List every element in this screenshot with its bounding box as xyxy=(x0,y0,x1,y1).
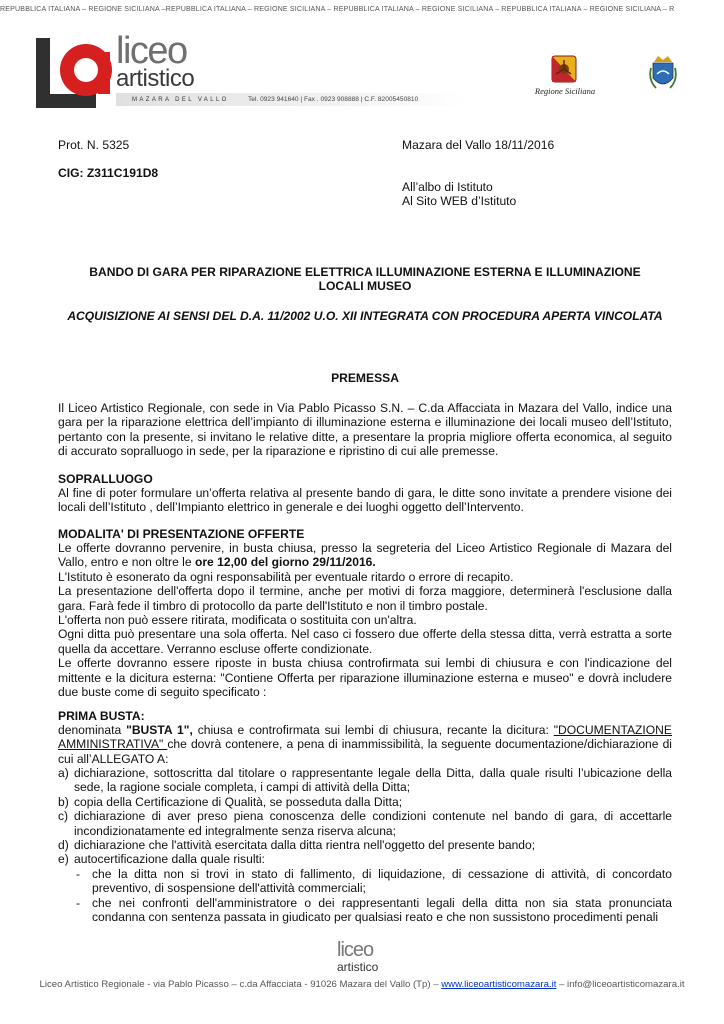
sub-list-item: - che la ditta non si trovi in stato di fallimento, di liquidazione, di cessazione di attività, di concordato preventivo, di sospensione dell'attività commerciali; xyxy=(76,866,672,896)
document-title xyxy=(58,265,672,294)
mazara-coat-of-arms-icon xyxy=(648,54,678,94)
title-line-2: LOCALI MUSEO xyxy=(318,279,412,294)
premessa-heading: PREMESSA xyxy=(331,371,399,385)
footer-logo-liceo: liceo xyxy=(337,939,374,961)
modalita-line: Le offerte dovranno essere riposte in busta chiusa controfirmata sui lembi di chiusura e con l'indicazione del mittente e la dicitura esterna: "Contiene Offerta per riparazione illuminazione esterna e museo" e dovrà includere due buste come di seguito specificato : xyxy=(58,656,672,700)
modalita-deadline-paragraph: Le offerte dovranno pervenire, in busta chiusa, presso la segreteria del Liceo Artistico Regionale di Mazara del Vallo, entro e non oltre le ore 12,00 del giorno 29/11/2016. xyxy=(58,541,672,570)
logo-liceo-text: liceo xyxy=(116,30,187,72)
modalita-section xyxy=(58,541,672,699)
prima-busta-paragraph: denominata "BUSTA 1", chiusa e controfirmata sui lembi di chiusura, recante la dicitura: "DOCUMENTAZIONE AMMINISTRATIVA" che dovrà contenere, a pena di inammissibilità, la seguente documentazione/dichiarazione di cui all’ALLEGATO A: xyxy=(58,723,672,766)
document-subtitle: ACQUISIZIONE AI SENSI DEL D.A. 11/2002 U.O. XII INTEGRATA CON PROCEDURA APERTA VINCOLATA xyxy=(67,309,663,323)
modalita-line: L'offerta non può essere ritirata, modificata o sostituita con un'altra. xyxy=(58,613,417,628)
title-line-1: BANDO DI GARA PER RIPARAZIONE ELETTRICA ILLUMINAZIONE ESTERNA E ILLUMINAZIONE xyxy=(89,265,641,279)
logo-artistico-text: artistico xyxy=(116,65,195,92)
list-item: e) autocertificazione dalla quale risulti: xyxy=(58,852,265,867)
sub-list-item: - che nei confronti dell'amministratore o dei rappresentanti legali della ditta non sia stata pronunciata condanna con sentenza passata in giudicato per qualsiasi reato e che non sussistono procedimenti penali xyxy=(76,895,672,925)
footer-address: Liceo Artistico Regionale - via Pablo Picasso – c.da Affacciata - 91026 Mazara del Vallo (Tp) – www.liceoartisticomazara.it – info@liceoartisticomazara.it xyxy=(39,979,685,990)
modalita-heading: MODALITA' DI PRESENTAZIONE OFFERTE xyxy=(58,527,305,541)
contact-info: Tel. 0923 941640 | Fax . 0923 908888 | C.F. 82005450810 xyxy=(248,96,419,103)
place-date: Mazara del Vallo 18/11/2016 xyxy=(402,138,555,152)
top-band: REPUBBLICA ITALIANA – REGIONE SICILIANA –REPUBBLICA ITALIANA – REGIONE SICILIANA – REPUBBLICA ITALIANA – REGIONE SICILIANA – REPUBBLICA ITALIANA – REGIONE SICILIANA – R xyxy=(0,5,675,13)
deadline: ore 12,00 del giorno 29/11/2016. xyxy=(194,555,376,570)
premessa-paragraph: Il Liceo Artistico Regionale, con sede in Via Pablo Picasso S.N. – C.da Affacciata in Mazara del Vallo, indice una gara per la riparazione elettrica dell’impianto di illuminazione esterna e illuminazione dei locali museo dell’Istituto, pertanto con la presente, si invitano le relative ditte, a presentare la propria migliore offerta economica, al seguito di accurato sopralluogo in sede, per la riparazione e ripristino di cui alle premesse. xyxy=(58,401,672,459)
modalita-line: L'Istituto è esonerato da ogni responsabilità per eventuale ritardo o errore di recapito. xyxy=(58,569,514,584)
protocol-number: Prot. N. 5325 xyxy=(58,138,130,152)
regione-label: Regione Siciliana xyxy=(534,86,596,96)
logo-city: MAZARA DEL VALLO xyxy=(132,97,229,103)
cig-code: CIG: Z311C191D8 xyxy=(58,166,159,180)
list-item: d) dichiarazione che l'attività esercitata dalla ditta rientra nell'oggetto del presente bando; xyxy=(58,838,536,853)
modalita-line: Ogni ditta può presentare una sola offerta. Nel caso ci fossero due offerte della stessa ditta, verrà estratta a sorte quella da accettare. Verranno escluse offerte condizionate. xyxy=(58,627,672,656)
sopralluogo-heading: SOPRALLUOGO xyxy=(58,472,153,486)
allegato-list xyxy=(58,766,672,924)
liceo-logo-icon xyxy=(36,32,114,108)
modalita-line: La presentazione dell'offerta dopo il termine, anche per motivi di forza maggiore, determinerà l'esclusione dalla gara. Farà fede il timbro di protocollo da parte dell'Istituto e non il timbro postale. xyxy=(58,584,672,613)
recipient-albo: All’albo di Istituto xyxy=(402,180,493,194)
recipient-web: Al Sito WEB d’Istituto xyxy=(402,194,517,208)
website-link[interactable]: www.liceoartisticomazara.it xyxy=(441,979,557,990)
list-item: a) dichiarazione, sottoscritta dal titolare o rappresentante legale della Ditta, dalla quale risulti l’ubicazione della sede, la ragione sociale completa, i campi di attività della Ditta; xyxy=(58,766,672,795)
list-item: c) dichiarazione di aver preso piena conoscenza delle condizioni contenute nel bando di gara, di accettarle incondizionatamente ed integralmente senza riserva alcuna; xyxy=(58,809,672,838)
sopralluogo-paragraph: Al fine di poter formulare un’offerta relativa al presente bando di gara, le ditte sono invitate a prendere visione dei locali dell’Istituto , dell’Impianto elettrico in generale e dei luoghi oggetto dell’Intervento. xyxy=(58,486,672,515)
letterhead xyxy=(36,30,688,110)
list-item: b) copia della Certificazione di Qualità, se posseduta dalla Ditta; xyxy=(58,794,403,809)
footer-logo-artistico: artistico xyxy=(337,960,379,974)
prima-busta-heading: PRIMA BUSTA: xyxy=(58,709,145,723)
